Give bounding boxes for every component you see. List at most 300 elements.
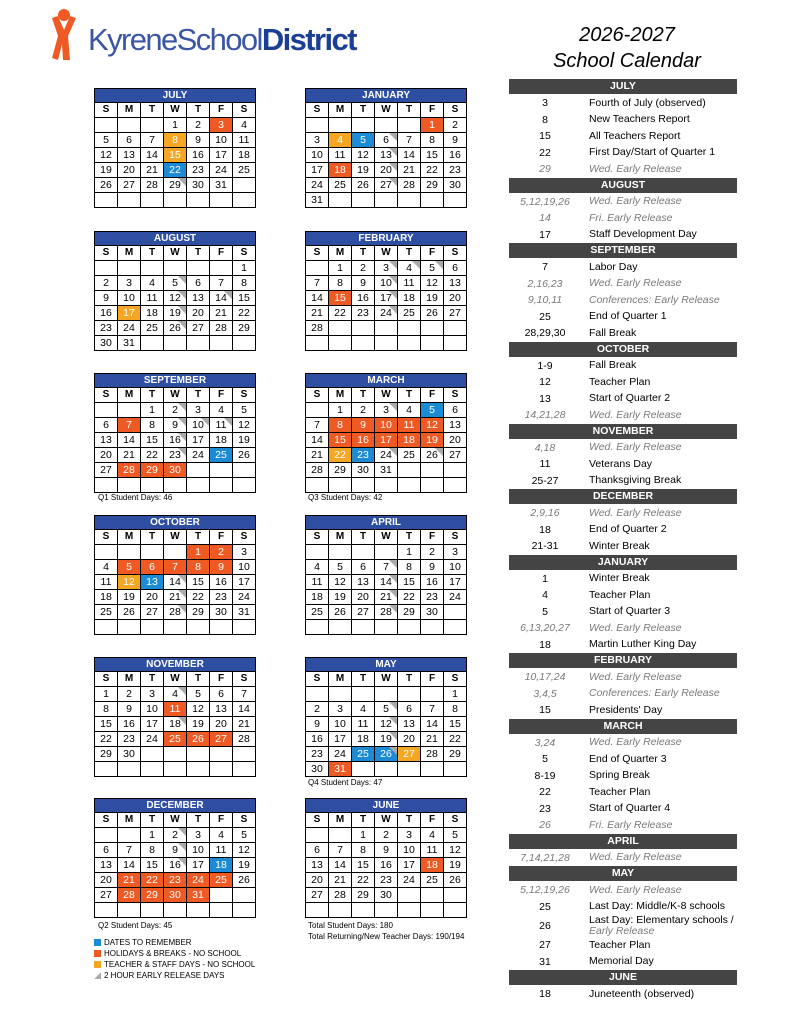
- event-date: 7: [542, 261, 548, 274]
- calendar-day: 7: [118, 418, 141, 433]
- calendar-day: 3: [233, 545, 256, 560]
- weekday-header: S: [233, 530, 256, 545]
- calendar-day: 31: [118, 336, 141, 351]
- calendar-empty-cell: [210, 903, 233, 918]
- event-item: [509, 407, 737, 424]
- calendar-empty-cell: [421, 620, 444, 635]
- calendar-day: 25: [233, 163, 256, 178]
- weekday-header: M: [329, 813, 352, 828]
- calendar-day: 20: [352, 590, 375, 605]
- event-date: 31: [539, 955, 551, 968]
- calendar-day: 29: [141, 463, 164, 478]
- calendar-day: 23: [187, 163, 210, 178]
- event-item: [509, 899, 737, 916]
- calendar-day: 22: [187, 590, 210, 605]
- weekday-header: W: [375, 813, 398, 828]
- event-item: [509, 637, 737, 654]
- calendar-day: 27: [141, 605, 164, 620]
- calendar-day: 20: [375, 163, 398, 178]
- weekday-header: S: [233, 388, 256, 403]
- calendar-day: 11: [210, 418, 233, 433]
- weekday-header: F: [421, 672, 444, 687]
- month-name: SEPTEMBER: [95, 374, 256, 388]
- event-month-header: OCTOBER: [509, 342, 737, 357]
- calendar-day: 1: [329, 261, 352, 276]
- calendar-day: 15: [95, 717, 118, 732]
- event-description: Wed. Early Release: [589, 162, 682, 175]
- calendar-day: 23: [164, 873, 187, 888]
- weekday-header: M: [329, 672, 352, 687]
- calendar-empty-cell: [352, 336, 375, 351]
- calendar-empty-cell: [95, 620, 118, 635]
- calendar-day: 15: [444, 717, 467, 732]
- weekday-header: S: [306, 103, 329, 118]
- calendar-day: 7: [421, 702, 444, 717]
- calendar-empty-cell: [118, 903, 141, 918]
- calendar-day: 29: [233, 321, 256, 336]
- calendar-day: 2: [210, 545, 233, 560]
- weekday-header: S: [233, 246, 256, 261]
- event-item: [509, 915, 737, 937]
- calendar-day: 22: [421, 163, 444, 178]
- calendar-empty-cell: [164, 193, 187, 208]
- calendar-day: 14: [398, 148, 421, 163]
- q3-student-days: Q3 Student Days: 42: [308, 493, 383, 502]
- event-description: Wed. Early Release: [589, 851, 682, 864]
- calendar-day: 21: [375, 590, 398, 605]
- calendar-day: 8: [164, 133, 187, 148]
- calendar-empty-cell: [398, 620, 421, 635]
- event-month-header: APRIL: [509, 834, 737, 849]
- calendar-day: 1: [141, 828, 164, 843]
- calendar-day: 19: [233, 433, 256, 448]
- calendar-day: 18: [398, 291, 421, 306]
- calendar-day: 27: [187, 321, 210, 336]
- weekday-header: F: [421, 813, 444, 828]
- event-month-header: JANUARY: [509, 555, 737, 570]
- event-item: [509, 161, 737, 178]
- calendar-empty-cell: [375, 336, 398, 351]
- event-item: [509, 374, 737, 391]
- calendar-empty-cell: [398, 118, 421, 133]
- event-month-header: JULY: [509, 79, 737, 94]
- event-date: 18: [539, 638, 551, 651]
- event-item: [509, 391, 737, 408]
- calendar-day: 2: [421, 545, 444, 560]
- calendar-day: 4: [233, 118, 256, 133]
- event-item: [509, 882, 737, 899]
- calendar-day: 11: [398, 276, 421, 291]
- calendar-empty-cell: [421, 193, 444, 208]
- event-description: Spring Break: [589, 769, 650, 782]
- calendar-day: 4: [329, 133, 352, 148]
- calendar-day: 13: [444, 276, 467, 291]
- calendar-empty-cell: [421, 336, 444, 351]
- calendar-day: 30: [164, 463, 187, 478]
- calendar-empty-cell: [444, 605, 467, 620]
- calendar-day: 22: [233, 306, 256, 321]
- event-date: 8: [542, 113, 548, 126]
- calendar-day: 12: [187, 702, 210, 717]
- calendar-day: 28: [398, 178, 421, 193]
- calendar-day: 15: [233, 291, 256, 306]
- calendar-empty-cell: [164, 545, 187, 560]
- calendar-day: 20: [444, 433, 467, 448]
- calendar-day: 28: [118, 463, 141, 478]
- calendar-day: 13: [210, 702, 233, 717]
- weekday-header: W: [375, 103, 398, 118]
- calendar-empty-cell: [375, 762, 398, 777]
- calendar-day: 6: [444, 261, 467, 276]
- calendar-day: 15: [398, 575, 421, 590]
- calendar-empty-cell: [233, 193, 256, 208]
- calendar-day: 8: [141, 418, 164, 433]
- calendar-day: 31: [375, 463, 398, 478]
- calendar-day: 9: [444, 133, 467, 148]
- calendar-day: 22: [141, 448, 164, 463]
- weekday-header: M: [118, 530, 141, 545]
- calendar-day: 12: [329, 575, 352, 590]
- calendar-day: 5: [421, 261, 444, 276]
- calendar-day: 2: [375, 828, 398, 843]
- event-item: [509, 538, 737, 555]
- calendar-day: 24: [233, 590, 256, 605]
- event-date: 5,12,19,26: [520, 884, 570, 897]
- calendar-day: 30: [164, 888, 187, 903]
- q4-student-days: Q4 Student Days: 47: [308, 778, 383, 787]
- calendar-empty-cell: [329, 903, 352, 918]
- calendar-day: 30: [444, 178, 467, 193]
- calendar-day: 21: [141, 163, 164, 178]
- weekday-header: S: [95, 672, 118, 687]
- calendar-empty-cell: [444, 463, 467, 478]
- calendar-day: 27: [95, 888, 118, 903]
- calendar-day: 21: [118, 448, 141, 463]
- weekday-header: T: [141, 246, 164, 261]
- calendar-day: 25: [352, 747, 375, 762]
- weekday-header: S: [95, 103, 118, 118]
- calendar-day: 9: [164, 843, 187, 858]
- calendar-day: 21: [233, 717, 256, 732]
- calendar-empty-cell: [164, 762, 187, 777]
- event-description: Start of Quarter 2: [589, 392, 671, 405]
- calendar-day: 4: [421, 828, 444, 843]
- calendar-empty-cell: [164, 261, 187, 276]
- event-description: Fri. Early Release: [589, 818, 673, 831]
- event-description: Memorial Day: [589, 955, 654, 968]
- calendar-day: 12: [118, 575, 141, 590]
- event-date: 4,18: [534, 441, 556, 454]
- event-item: [509, 620, 737, 637]
- weekday-header: T: [352, 530, 375, 545]
- event-date: 5,12,19,26: [520, 195, 570, 208]
- event-item: [509, 194, 737, 211]
- calendar-day: 2: [187, 118, 210, 133]
- calendar-day: 28: [233, 732, 256, 747]
- weekday-header: S: [233, 672, 256, 687]
- weekday-header: W: [164, 103, 187, 118]
- calendar-day: 16: [352, 291, 375, 306]
- event-item: [509, 937, 737, 954]
- calendar-empty-cell: [306, 403, 329, 418]
- calendar-day: 14: [118, 858, 141, 873]
- weekday-header: F: [421, 103, 444, 118]
- event-item: [509, 358, 737, 375]
- calendar-empty-cell: [444, 321, 467, 336]
- calendar-empty-cell: [95, 193, 118, 208]
- calendar-day: 25: [329, 178, 352, 193]
- weekday-header: T: [187, 246, 210, 261]
- calendar-empty-cell: [329, 828, 352, 843]
- calendar-day: 4: [398, 403, 421, 418]
- calendar-day: 10: [118, 291, 141, 306]
- calendar-day: 18: [210, 858, 233, 873]
- event-item: [509, 325, 737, 342]
- event-date: 11: [539, 458, 551, 471]
- calendar-day: 8: [444, 702, 467, 717]
- calendar-empty-cell: [233, 336, 256, 351]
- calendar-day: 24: [187, 873, 210, 888]
- calendar-day: 12: [233, 843, 256, 858]
- calendar-empty-cell: [306, 261, 329, 276]
- calendar-empty-cell: [210, 888, 233, 903]
- calendar-empty-cell: [421, 888, 444, 903]
- calendar-empty-cell: [95, 403, 118, 418]
- event-date: 25: [539, 900, 551, 913]
- weekday-header: S: [95, 813, 118, 828]
- calendar-day: 25: [398, 306, 421, 321]
- calendar-day: 14: [118, 433, 141, 448]
- calendar-day: 10: [398, 843, 421, 858]
- calendar-day: 1: [352, 828, 375, 843]
- calendar-empty-cell: [444, 888, 467, 903]
- calendar-day: 11: [141, 291, 164, 306]
- calendar-day: 14: [306, 291, 329, 306]
- calendar-day: 14: [375, 575, 398, 590]
- event-description: Winter Break: [589, 539, 650, 552]
- event-item: [509, 735, 737, 752]
- calendar-day: 23: [375, 873, 398, 888]
- calendar-day: 12: [421, 276, 444, 291]
- event-date: 22: [539, 786, 551, 799]
- calendar-day: 5: [444, 828, 467, 843]
- event-date: 4: [542, 589, 548, 602]
- calendar-day: 6: [375, 133, 398, 148]
- calendar-day: 2: [352, 261, 375, 276]
- calendar-day: 26: [233, 873, 256, 888]
- calendar-day: 9: [210, 560, 233, 575]
- calendar-day: 30: [187, 178, 210, 193]
- event-description: End of Quarter 1: [589, 310, 667, 323]
- calendar-day: 24: [375, 306, 398, 321]
- calendar-empty-cell: [187, 762, 210, 777]
- calendar-day: 23: [306, 747, 329, 762]
- calendar-empty-cell: [444, 193, 467, 208]
- event-description: Start of Quarter 3: [589, 605, 671, 618]
- calendar-empty-cell: [164, 903, 187, 918]
- calendar-day: 1: [233, 261, 256, 276]
- calendar-day: 8: [233, 276, 256, 291]
- calendar-day: 13: [375, 148, 398, 163]
- calendar-day: 3: [444, 545, 467, 560]
- event-early-note: Early Release: [589, 925, 655, 937]
- weekday-header: T: [141, 530, 164, 545]
- calendar-day: 8: [329, 276, 352, 291]
- event-date: 23: [539, 802, 551, 815]
- calendar-empty-cell: [233, 762, 256, 777]
- weekday-header: T: [187, 530, 210, 545]
- event-date: 21-31: [531, 540, 559, 553]
- calendar-day: 23: [352, 306, 375, 321]
- calendar-day: 11: [398, 418, 421, 433]
- event-date: 17: [539, 228, 551, 241]
- calendar-day: 31: [187, 888, 210, 903]
- event-date: 28,29,30: [524, 327, 566, 340]
- weekday-header: W: [164, 530, 187, 545]
- calendar-day: 16: [352, 433, 375, 448]
- calendar-day: 19: [421, 291, 444, 306]
- event-description: Wed. Early Release: [589, 621, 682, 634]
- calendar-day: 2: [306, 702, 329, 717]
- calendar-day: 23: [444, 163, 467, 178]
- calendar-day: 12: [164, 291, 187, 306]
- calendar-day: 23: [352, 448, 375, 463]
- legend-holiday: HOLIDAYS & BREAKS - NO SCHOOL: [94, 948, 255, 959]
- calendar-day: 10: [306, 148, 329, 163]
- event-description: Labor Day: [589, 260, 638, 273]
- calendar-day: 8: [95, 702, 118, 717]
- calendar-empty-cell: [306, 478, 329, 493]
- calendar-day: 11: [329, 148, 352, 163]
- calendar-day: 11: [306, 575, 329, 590]
- calendar-day: 23: [118, 732, 141, 747]
- weekday-header: T: [352, 388, 375, 403]
- calendar-empty-cell: [118, 118, 141, 133]
- calendar-empty-cell: [233, 747, 256, 762]
- calendar-day: 21: [421, 732, 444, 747]
- calendar-empty-cell: [118, 620, 141, 635]
- event-month-header: JUNE: [509, 970, 737, 985]
- event-date: 15: [539, 130, 551, 143]
- event-month-header: MAY: [509, 866, 737, 881]
- calendar-day: 30: [210, 605, 233, 620]
- calendar-day: 2: [164, 828, 187, 843]
- calendar-day: 29: [421, 178, 444, 193]
- weekday-header: F: [210, 530, 233, 545]
- calendar-day: 24: [398, 873, 421, 888]
- weekday-header: W: [375, 246, 398, 261]
- calendar-empty-cell: [352, 687, 375, 702]
- event-item: [509, 145, 737, 162]
- weekday-header: F: [210, 388, 233, 403]
- event-item: [509, 473, 737, 490]
- month-name: OCTOBER: [95, 516, 256, 530]
- calendar-day: 7: [306, 276, 329, 291]
- calendar-empty-cell: [444, 903, 467, 918]
- calendar-day: 31: [306, 193, 329, 208]
- event-description: New Teachers Report: [589, 113, 690, 126]
- event-month-header: DECEMBER: [509, 489, 737, 504]
- weekday-header: S: [306, 388, 329, 403]
- calendar-day: 3: [187, 828, 210, 843]
- weekday-header: T: [187, 388, 210, 403]
- event-date: 1-9: [537, 359, 553, 372]
- calendar-day: 3: [141, 687, 164, 702]
- calendar-day: 4: [352, 702, 375, 717]
- weekday-header: W: [164, 246, 187, 261]
- calendar-day: 18: [210, 433, 233, 448]
- calendar-empty-cell: [398, 888, 421, 903]
- calendar-empty-cell: [141, 478, 164, 493]
- event-description: Last Day: Elementary schools / Early Release: [589, 914, 734, 937]
- event-item: [509, 702, 737, 719]
- calendar-empty-cell: [187, 261, 210, 276]
- weekday-header: W: [375, 388, 398, 403]
- calendar-empty-cell: [95, 478, 118, 493]
- calendar-day: 18: [233, 148, 256, 163]
- calendar-day: 7: [329, 843, 352, 858]
- weekday-header: S: [444, 530, 467, 545]
- event-item: [509, 309, 737, 326]
- calendar-day: 14: [164, 575, 187, 590]
- calendar-title: School Calendar: [553, 50, 701, 72]
- calendar-empty-cell: [141, 903, 164, 918]
- weekday-header: T: [187, 672, 210, 687]
- weekday-header: S: [444, 672, 467, 687]
- event-description: Juneteenth (observed): [589, 987, 695, 1000]
- weekday-header: S: [95, 388, 118, 403]
- event-description: Conferences: Early Release: [589, 687, 720, 700]
- weekday-header: F: [210, 103, 233, 118]
- calendar-empty-cell: [187, 463, 210, 478]
- district-logo: [48, 8, 358, 70]
- total-teacher-days: Total Returning/New Teacher Days: 190/194: [308, 932, 465, 941]
- calendar-empty-cell: [118, 261, 141, 276]
- calendar-day: 26: [352, 178, 375, 193]
- month-name: AUGUST: [95, 232, 256, 246]
- event-month-header: SEPTEMBER: [509, 243, 737, 258]
- calendar-day: 12: [352, 148, 375, 163]
- calendar-day: 15: [421, 148, 444, 163]
- calendar-day: 17: [306, 163, 329, 178]
- calendar-day: 16: [164, 858, 187, 873]
- calendar-empty-cell: [118, 828, 141, 843]
- calendar-day: 9: [164, 418, 187, 433]
- calendar-empty-cell: [141, 762, 164, 777]
- calendar-empty-cell: [352, 545, 375, 560]
- event-item: [509, 505, 737, 522]
- calendar-day: 14: [329, 858, 352, 873]
- calendar-empty-cell: [141, 336, 164, 351]
- calendar-day: 20: [187, 306, 210, 321]
- event-date: 1: [542, 572, 548, 585]
- calendar-day: 16: [375, 858, 398, 873]
- month-name: JUNE: [306, 799, 467, 813]
- event-description: Teacher Plan: [589, 375, 651, 388]
- event-description: Winter Break: [589, 572, 650, 585]
- event-month-header: MARCH: [509, 719, 737, 734]
- calendar-day: 13: [398, 717, 421, 732]
- calendar-empty-cell: [306, 545, 329, 560]
- event-date: 29: [539, 163, 551, 176]
- calendar-empty-cell: [375, 620, 398, 635]
- calendar-day: 11: [210, 843, 233, 858]
- calendar-day: 23: [164, 448, 187, 463]
- calendar-day: 14: [233, 702, 256, 717]
- event-date: 5: [542, 753, 548, 766]
- legend-remember: DATES TO REMEMBER: [94, 937, 255, 948]
- weekday-header: S: [444, 813, 467, 828]
